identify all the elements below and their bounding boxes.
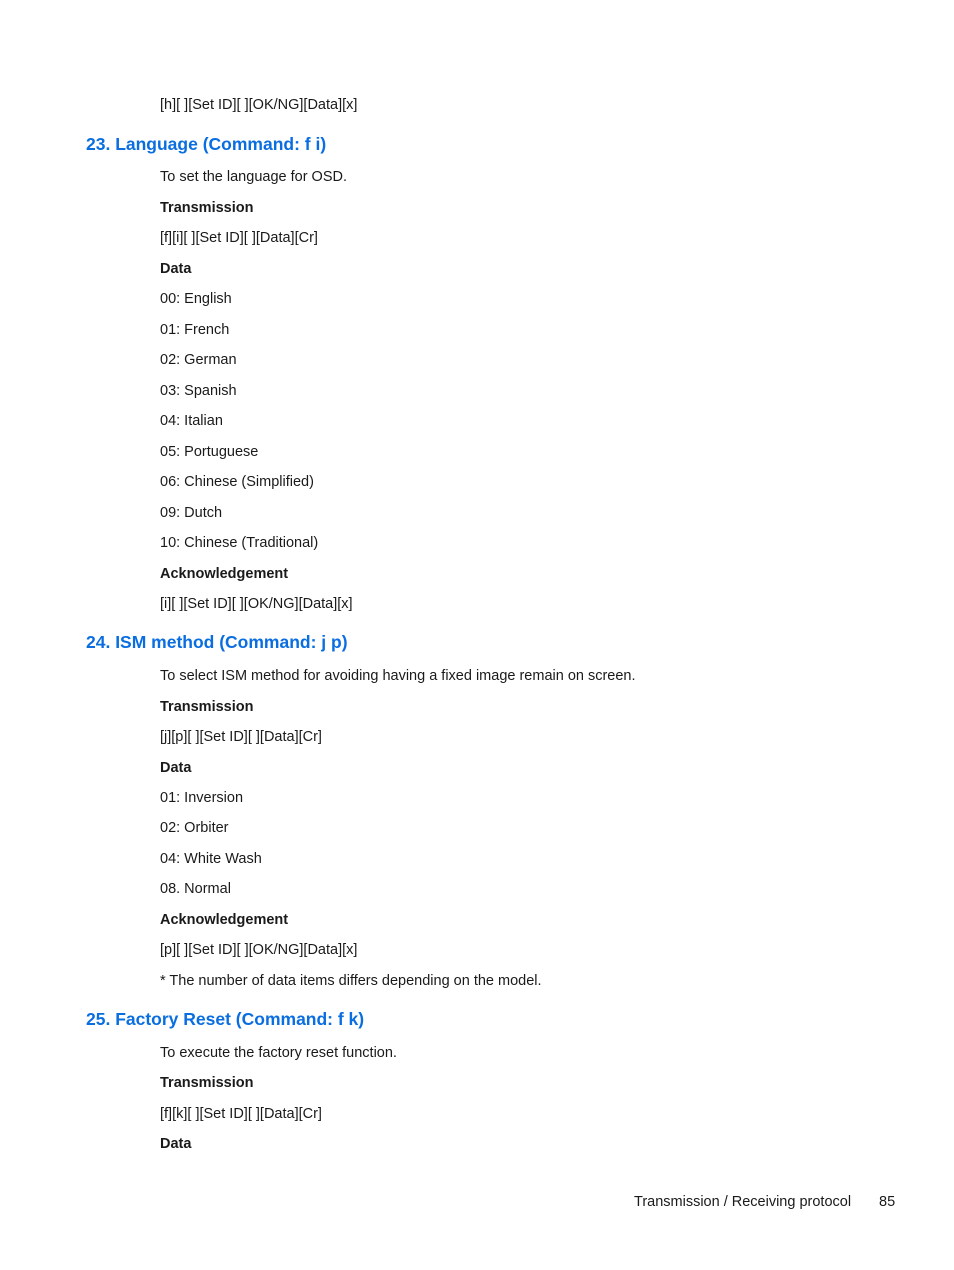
transmission-format: [j][p][ ][Set ID][ ][Data][Cr] xyxy=(160,729,322,745)
footnote: * The number of data items differs depending on the model. xyxy=(160,973,542,989)
page-number: 85 xyxy=(879,1194,896,1210)
data-item: 05: Portuguese xyxy=(160,444,259,460)
acknowledgement-format: [i][ ][Set ID][ ][OK/NG][Data][x] xyxy=(160,596,353,612)
data-item: 09: Dutch xyxy=(160,505,223,521)
transmission-label: Transmission xyxy=(160,200,254,216)
data-item: 06: Chinese (Simplified) xyxy=(160,474,314,490)
section-heading-language: 23. Language (Command: f i) xyxy=(86,134,327,154)
acknowledgement-label: Acknowledgement xyxy=(160,566,289,582)
data-item: 03: Spanish xyxy=(160,383,237,399)
data-item: 04: White Wash xyxy=(160,851,262,867)
data-item: 01: French xyxy=(160,322,230,338)
data-item: 10: Chinese (Traditional) xyxy=(160,535,319,551)
data-item: 01: Inversion xyxy=(160,790,244,806)
transmission-label: Transmission xyxy=(160,699,254,715)
transmission-format: [f][k][ ][Set ID][ ][Data][Cr] xyxy=(160,1106,322,1122)
section-intro: To select ISM method for avoiding having a fixed image remain on screen. xyxy=(160,668,636,684)
data-label: Data xyxy=(160,1136,192,1152)
data-label: Data xyxy=(160,261,192,277)
data-item: 02: German xyxy=(160,352,237,368)
footer-section-title: Transmission / Receiving protocol xyxy=(634,1194,852,1210)
ack-line-previous: [h][ ][Set ID][ ][OK/NG][Data][x] xyxy=(160,97,358,113)
section-intro: To set the language for OSD. xyxy=(160,169,347,185)
transmission-format: [f][i][ ][Set ID][ ][Data][Cr] xyxy=(160,230,318,246)
transmission-label: Transmission xyxy=(160,1075,254,1091)
data-item: 04: Italian xyxy=(160,413,223,429)
acknowledgement-format: [p][ ][Set ID][ ][OK/NG][Data][x] xyxy=(160,942,358,958)
data-item: 02: Orbiter xyxy=(160,820,229,836)
acknowledgement-label: Acknowledgement xyxy=(160,912,289,928)
section-intro: To execute the factory reset function. xyxy=(160,1045,397,1061)
data-label: Data xyxy=(160,760,192,776)
section-heading-ism-method: 24. ISM method (Command: j p) xyxy=(86,632,348,652)
data-item: 00: English xyxy=(160,291,232,307)
data-item: 08. Normal xyxy=(160,881,231,897)
section-heading-factory-reset: 25. Factory Reset (Command: f k) xyxy=(86,1009,365,1029)
